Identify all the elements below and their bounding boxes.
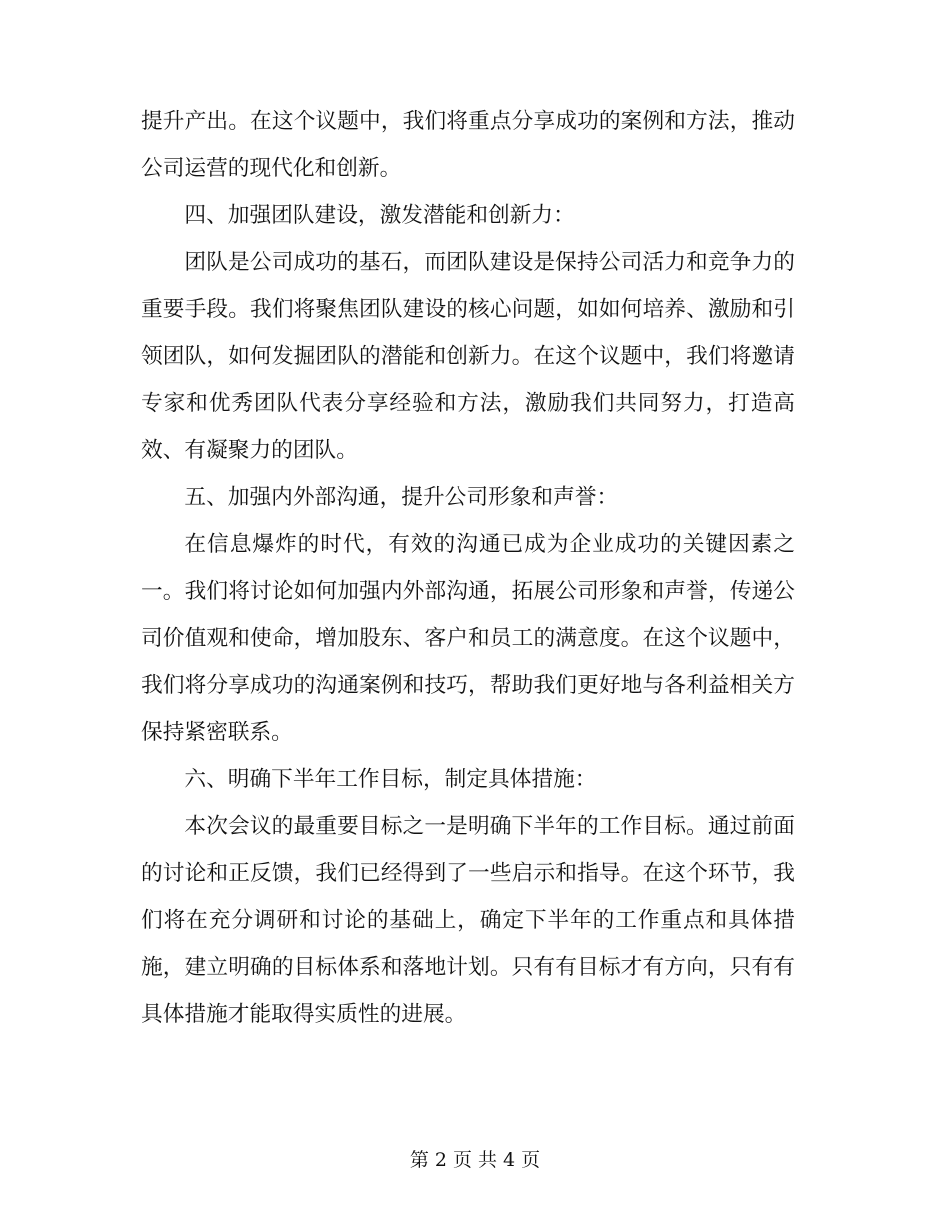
document-body [141, 98, 795, 1038]
section-heading-4: 四、加强团队建设，激发潜能和创新力： [184, 203, 575, 228]
section-heading-5: 五、加强内外部沟通，提升公司形象和声誉： [184, 485, 619, 510]
paragraph-continuation: 提升产出。在这个议题中，我们将重点分享成功的案例和方法，推动公司运营的现代化和创新。 [141, 109, 795, 181]
section-heading-6: 六、明确下半年工作目标，制定具体措施： [184, 767, 597, 792]
paragraph-goals: 本次会议的最重要目标之一是明确下半年的工作目标。通过前面的讨论和正反馈，我们已经得到了一些启示和指导。在这个环节，我们将在充分调研和讨论的基础上，确定下半年的工作重点和具体措施，建立明确的目标体系和落地计划。只有有目标才有方向，只有有具体措施才能取得实质性的进展。 [141, 814, 795, 1027]
page-number-footer: 第 2 页 共 4 页 [409, 1149, 541, 1171]
paragraph-team-building: 团队是公司成功的基石，而团队建设是保持公司活力和竞争力的重要手段。我们将聚焦团队建设的核心问题，如如何培养、激励和引领团队，如何发掘团队的潜能和创新力。在这个议题中，我们将邀请专家和优秀团队代表分享经验和方法，激励我们共同努力，打造高效、有凝聚力的团队。 [141, 250, 795, 463]
paragraph-communication: 在信息爆炸的时代，有效的沟通已成为企业成功的关键因素之一。我们将讨论如何加强内外部沟通，拓展公司形象和声誉，传递公司价值观和使命，增加股东、客户和员工的满意度。在这个议题中，我们将分享成功的沟通案例和技巧，帮助我们更好地与各利益相关方保持紧密联系。 [141, 532, 795, 745]
